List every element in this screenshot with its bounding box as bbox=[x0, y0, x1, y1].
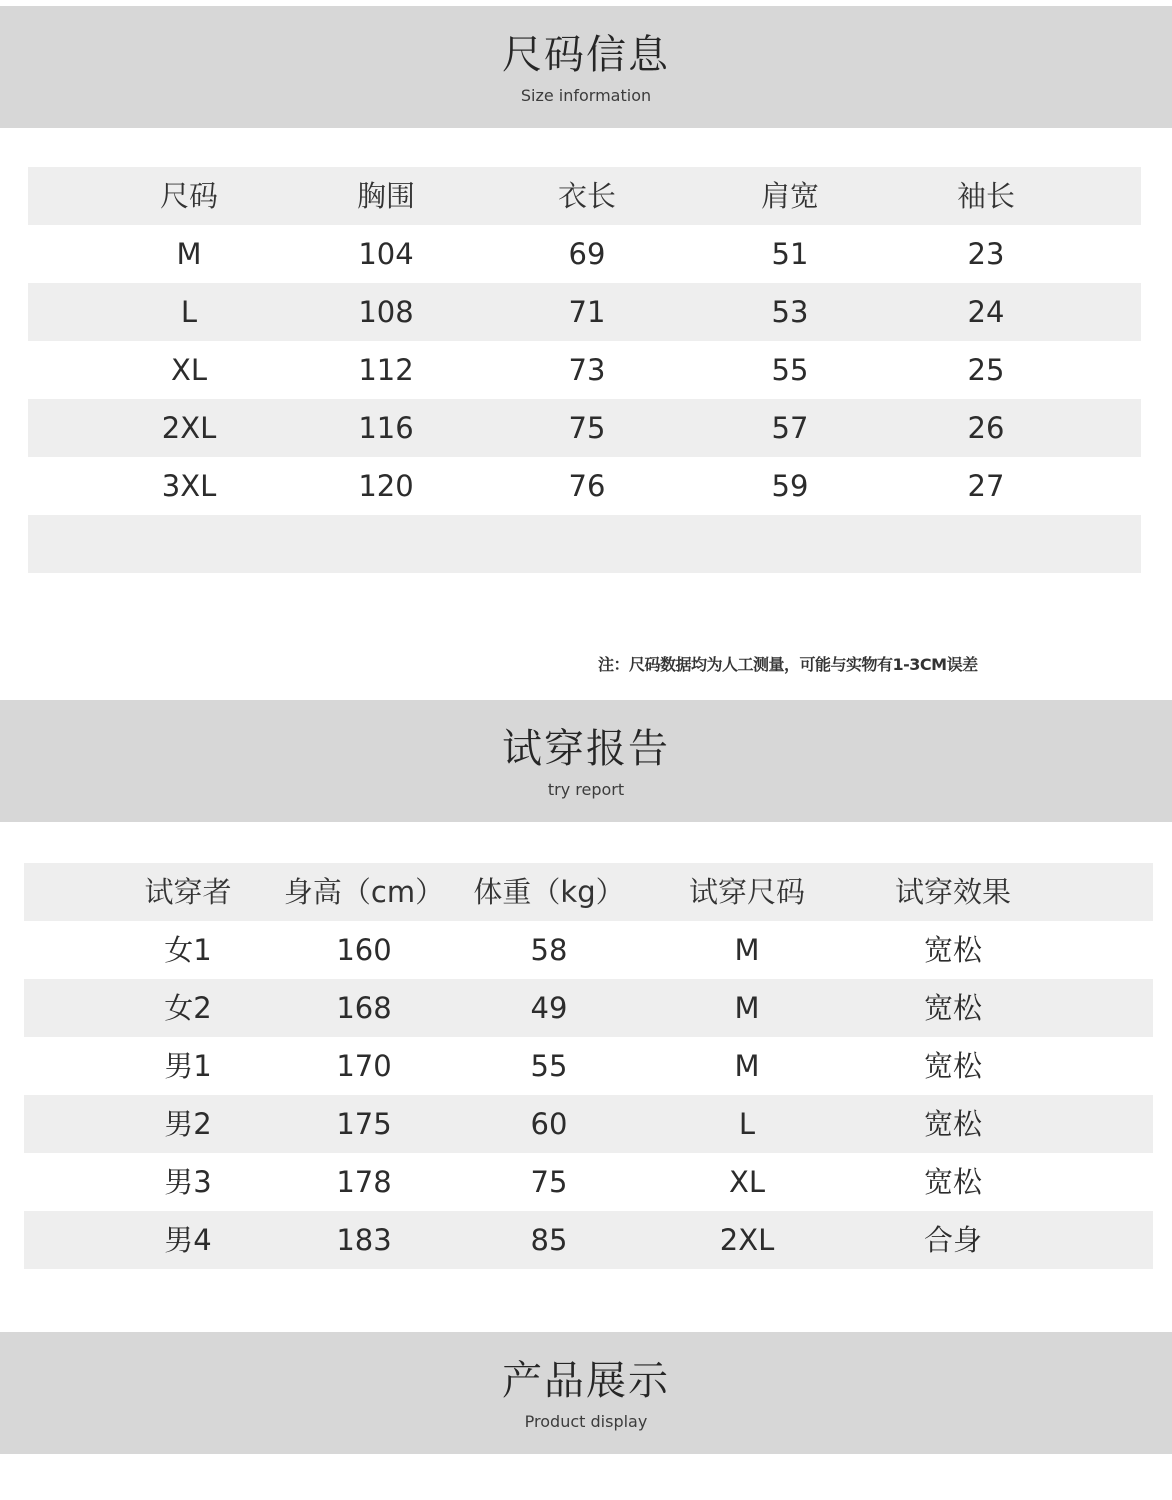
size-table-cell: M bbox=[176, 237, 202, 271]
size-table-row bbox=[28, 225, 1141, 283]
try-table-cell: 男1 bbox=[164, 1049, 212, 1083]
size-table-row bbox=[28, 457, 1141, 515]
try-table-cell: 男3 bbox=[164, 1165, 212, 1199]
try-table-header-cell: 体重（kg） bbox=[473, 875, 625, 909]
size-note: 注：尺码数据均为人工测量，可能与实物有1-3CM误差 bbox=[598, 655, 978, 674]
try-table-cell: 178 bbox=[336, 1165, 392, 1199]
try-table-cell: 男4 bbox=[164, 1223, 212, 1257]
size-table-cell: 26 bbox=[967, 411, 1005, 445]
try-table-header-cell: 试穿者 bbox=[144, 875, 232, 909]
try-report-subtitle: try report bbox=[547, 780, 625, 799]
try-table-row bbox=[24, 1153, 1153, 1211]
size-table-cell: 71 bbox=[568, 295, 606, 329]
size-table-cell: 53 bbox=[771, 295, 809, 329]
try-table-cell: 160 bbox=[336, 933, 392, 967]
size-table-header-cell: 胸围 bbox=[356, 179, 416, 213]
size-table-row bbox=[28, 283, 1141, 341]
try-table-cell: 55 bbox=[530, 1049, 568, 1083]
try-table-cell: 58 bbox=[530, 933, 568, 967]
try-table-row bbox=[24, 921, 1153, 979]
try-table-cell: M bbox=[734, 933, 760, 967]
try-table-cell: 宽松 bbox=[923, 1049, 983, 1083]
try-table-header-row bbox=[24, 863, 1153, 921]
size-table-cell: 120 bbox=[358, 469, 414, 503]
size-info-subtitle: Size information bbox=[520, 86, 652, 105]
try-table-row bbox=[24, 1037, 1153, 1095]
try-table-cell: 合身 bbox=[923, 1223, 983, 1257]
try-table-cell: 175 bbox=[336, 1107, 392, 1141]
try-table-row bbox=[24, 1095, 1153, 1153]
try-table-cell: 女2 bbox=[164, 991, 212, 1025]
size-table-cell: 27 bbox=[967, 469, 1005, 503]
size-table-cell: 3XL bbox=[161, 469, 217, 503]
try-table-header-cell: 试穿效果 bbox=[894, 875, 1012, 909]
size-table-header-cell: 袖长 bbox=[956, 179, 1016, 213]
try-table-cell: 49 bbox=[530, 991, 568, 1025]
try-table-cell: 170 bbox=[336, 1049, 392, 1083]
size-table-row bbox=[28, 515, 1141, 573]
size-table-cell: 55 bbox=[771, 353, 809, 387]
try-table-cell: 宽松 bbox=[923, 1165, 983, 1199]
try-table-cell: M bbox=[734, 991, 760, 1025]
size-info-title: 尺码信息 bbox=[502, 32, 670, 78]
try-table-cell: 60 bbox=[530, 1107, 568, 1141]
size-table-cell: 51 bbox=[771, 237, 809, 271]
product-display-title: 产品展示 bbox=[502, 1358, 670, 1404]
size-info-banner bbox=[0, 6, 1172, 128]
size-table-cell: 104 bbox=[358, 237, 414, 271]
try-table-cell: 85 bbox=[530, 1223, 568, 1257]
try-table-cell: 183 bbox=[336, 1223, 392, 1257]
try-table-row bbox=[24, 979, 1153, 1037]
size-table-row bbox=[28, 399, 1141, 457]
try-table-cell: 宽松 bbox=[923, 1107, 983, 1141]
try-report-title: 试穿报告 bbox=[502, 726, 670, 772]
try-table-header-cell: 身高（cm） bbox=[283, 875, 445, 909]
try-table-row bbox=[24, 1211, 1153, 1269]
try-table-cell: 2XL bbox=[719, 1223, 775, 1257]
size-table-cell: 25 bbox=[967, 353, 1005, 387]
product-display-banner bbox=[0, 1332, 1172, 1454]
size-table-cell: 24 bbox=[967, 295, 1005, 329]
try-table-cell: 女1 bbox=[164, 933, 212, 967]
size-table-cell: XL bbox=[170, 353, 208, 387]
size-table-cell: 116 bbox=[358, 411, 414, 445]
size-table-cell: 69 bbox=[568, 237, 606, 271]
try-report-banner bbox=[0, 700, 1172, 822]
size-table-cell: 75 bbox=[568, 411, 606, 445]
try-table-cell: 75 bbox=[530, 1165, 568, 1199]
size-table-cell: 23 bbox=[967, 237, 1005, 271]
try-table-cell: XL bbox=[728, 1165, 766, 1199]
size-table-cell: L bbox=[180, 295, 198, 329]
size-table-cell: 76 bbox=[568, 469, 606, 503]
size-table-header-cell: 尺码 bbox=[159, 179, 219, 213]
size-table-cell: 112 bbox=[358, 353, 414, 387]
product-display-subtitle: Product display bbox=[524, 1412, 648, 1431]
size-table-cell: 59 bbox=[771, 469, 809, 503]
size-table-cell: 2XL bbox=[161, 411, 217, 445]
size-table-header-cell: 肩宽 bbox=[760, 179, 820, 213]
try-table-cell: L bbox=[738, 1107, 756, 1141]
try-table-cell: M bbox=[734, 1049, 760, 1083]
size-table-cell: 73 bbox=[568, 353, 606, 387]
size-table-cell: 108 bbox=[358, 295, 414, 329]
try-table-cell: 168 bbox=[336, 991, 392, 1025]
size-table-header-row bbox=[28, 167, 1141, 225]
size-table-header-cell: 衣长 bbox=[557, 179, 617, 213]
try-table-cell: 宽松 bbox=[923, 991, 983, 1025]
size-table-row bbox=[28, 341, 1141, 399]
try-table-cell: 宽松 bbox=[923, 933, 983, 967]
size-table-cell: 57 bbox=[771, 411, 809, 445]
try-table-cell: 男2 bbox=[164, 1107, 212, 1141]
try-table-header-cell: 试穿尺码 bbox=[688, 875, 806, 909]
